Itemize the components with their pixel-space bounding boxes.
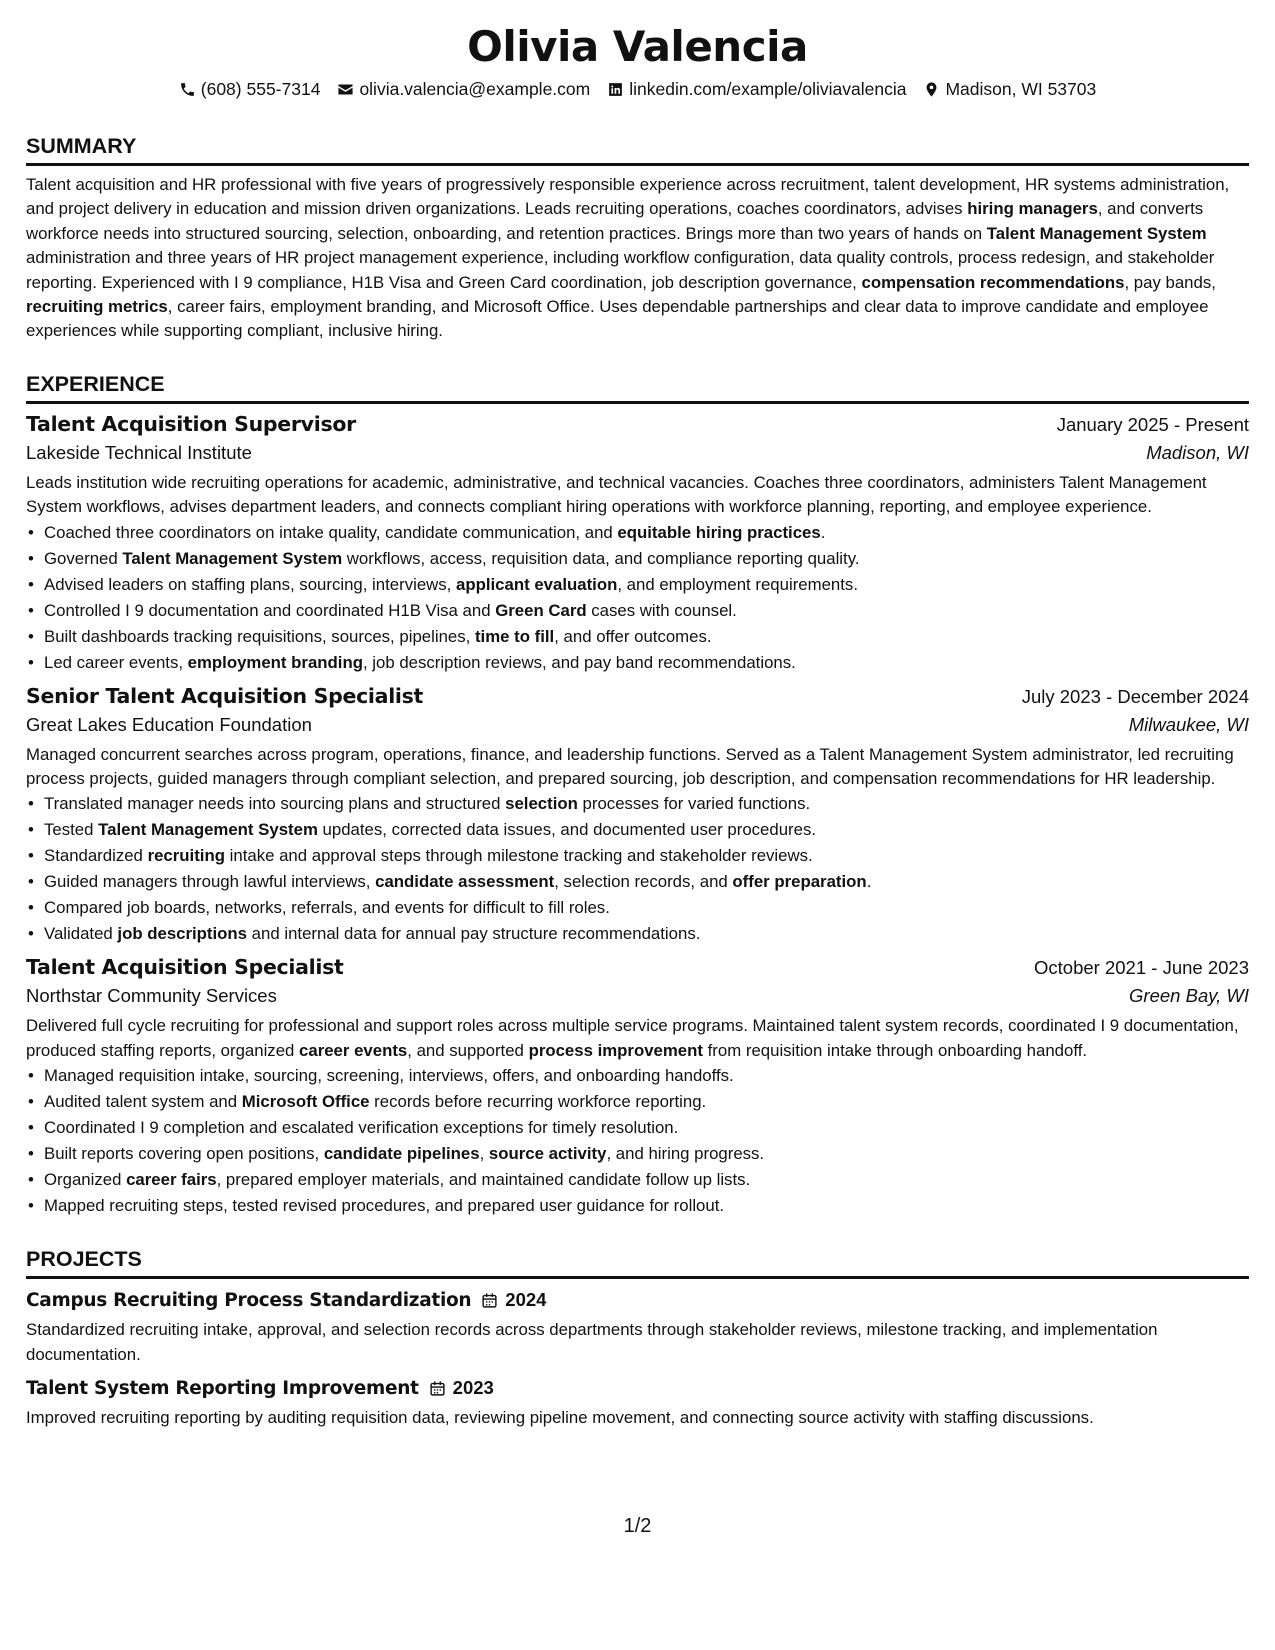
job-title: Talent Acquisition Supervisor: [26, 411, 356, 436]
text-run: cases with counsel.: [586, 600, 737, 620]
text-run: processes for varied functions.: [577, 794, 811, 814]
text-run: Built dashboards tracking requisitions, sources, pipelines,: [44, 626, 475, 646]
text-run: , prepared employer materials, and maintained candidate follow up lists.: [216, 1170, 751, 1190]
calendar-icon: [429, 1380, 446, 1397]
bold-keyword: candidate assessment: [375, 872, 555, 892]
contact-email-text: olivia.valencia@example.com: [359, 79, 591, 99]
text-run: Led career events,: [44, 652, 188, 672]
bullet-item: [44, 520, 1249, 546]
bullet-item: [44, 598, 1249, 624]
project-year: [429, 1377, 494, 1399]
bullet-item: [44, 650, 1249, 676]
bold-keyword: selection: [505, 794, 578, 814]
section-title-experience: EXPERIENCE: [26, 370, 1249, 404]
bullet-item: [44, 546, 1249, 572]
job-description: [26, 1014, 1249, 1063]
bold-keyword: employment branding: [187, 652, 363, 672]
bullet-item: [44, 869, 1249, 895]
job-company: Great Lakes Education Foundation: [26, 713, 312, 735]
bullet-item: [44, 1063, 1249, 1089]
bold-keyword: Talent Management System: [986, 223, 1207, 243]
bullet-item: [44, 895, 1249, 921]
text-run: Advised leaders on staffing plans, sourcing, interviews,: [44, 574, 456, 594]
text-run: , career fairs, employment branding, and Microsoft Office. Uses dependable partnerships and clear data to improve candidate and employee experiences while supporting compliant, inclusive hiring.: [26, 297, 1209, 341]
job-company: Northstar Community Services: [26, 985, 277, 1007]
project-description: Standardized recruiting intake, approval, and selection records across departments through stakeholder reviews, milestone tracking, and implementation documentation.: [26, 1320, 1158, 1364]
section-title-summary: SUMMARY: [26, 132, 1249, 166]
job-title: Talent Acquisition Specialist: [26, 955, 344, 980]
contact-location: [923, 76, 1096, 102]
bold-keyword: candidate pipelines: [323, 1144, 480, 1164]
contact-location-text: Madison, WI 53703: [945, 79, 1097, 99]
bold-keyword: source activity: [488, 1144, 607, 1164]
job-description: Leads institution wide recruiting operations for academic, administrative, and technical vacancies. Coaches three coordinators, administers Talent Management System workflows, advises department leaders, and connects compliant hiring operations with workforce planning, reporting, and employee experience.: [26, 472, 1207, 517]
text-run: from requisition intake through onboarding handoff.: [702, 1040, 1088, 1060]
bold-keyword: time to fill: [474, 626, 555, 646]
summary-text: [26, 173, 1249, 344]
text-run: updates, corrected data issues, and documented user procedures.: [317, 820, 817, 840]
phone-icon: [179, 81, 196, 98]
job-location: Milwaukee, WI: [1128, 713, 1249, 735]
bold-keyword: process improvement: [528, 1040, 703, 1060]
text-run: Coached three coordinators on intake quality, candidate communication, and: [44, 522, 618, 542]
bold-keyword: hiring managers: [967, 199, 1098, 219]
job-dates: October 2021 - June 2023: [1034, 957, 1249, 979]
job-bullets: [26, 791, 1249, 947]
contact-bar: [26, 76, 1249, 102]
bold-keyword: Talent Management System: [98, 820, 318, 840]
text-run: Organized: [44, 1170, 127, 1190]
bullet-item: [44, 1141, 1249, 1167]
bold-keyword: Talent Management System: [122, 548, 343, 568]
text-run: administration and three years of HR project management experience, including workflow configuration, data quality controls, process redesign, and stakeholder reporting. Experienced with I 9 compliance, H1B Visa and Green Card coordination, job description governance,: [26, 248, 1215, 292]
bullet-item: [44, 624, 1249, 650]
calendar-icon: [481, 1292, 498, 1309]
bold-keyword: Green Card: [495, 600, 587, 620]
text-run: , selection records, and: [554, 872, 733, 892]
job-bullets: [26, 520, 1249, 676]
job-bullets: [26, 1063, 1249, 1219]
text-run: .: [820, 522, 826, 542]
text-run: , and supported: [407, 1040, 529, 1060]
project-title: Talent System Reporting Improvement: [26, 1377, 419, 1399]
job-dates: January 2025 - Present: [1056, 413, 1249, 435]
job-entry: [26, 684, 1249, 948]
text-run: Validated: [44, 924, 118, 944]
job-description: Managed concurrent searches across program, operations, finance, and leadership functions. Served as a Talent Management System administrator, led recruiting process projects, guided managers through compliant selection, and prepared sourcing, job description, and compensation recommendations for HR leadership.: [26, 744, 1234, 789]
bold-keyword: career fairs: [126, 1170, 217, 1190]
text-run: ,: [479, 1144, 489, 1164]
job-location: Madison, WI: [1146, 441, 1249, 463]
contact-phone[interactable]: [179, 76, 321, 102]
bold-keyword: career events: [299, 1040, 408, 1060]
project-year-text: 2023: [452, 1377, 494, 1399]
contact-linkedin-text: linkedin.com/example/oliviavalencia: [629, 79, 907, 99]
text-run: Built reports covering open positions,: [44, 1144, 324, 1164]
bold-keyword: Microsoft Office: [241, 1092, 370, 1112]
bold-keyword: offer preparation: [732, 872, 867, 892]
contact-phone-text: (608) 555-7314: [200, 79, 321, 99]
text-run: Talent acquisition and HR professional with five years of progressively responsible experience across recruitment, talent development, HR systems administration, and project delivery in education and mission driven organizations. Leads recruiting operations, coaches coordinators, advises: [26, 175, 1230, 219]
text-run: , and converts workforce needs into structured sourcing, selection, onboarding, and retention practices. Brings more than two years of hands on: [26, 199, 1204, 243]
bullet-item: [44, 921, 1249, 947]
text-run: , and hiring progress.: [606, 1144, 765, 1164]
text-run: , and employment requirements.: [617, 574, 858, 594]
page-number: 1/2: [623, 1515, 652, 1537]
job-entry: [26, 412, 1249, 676]
section-title-projects: PROJECTS: [26, 1245, 1249, 1279]
project-entry: [26, 1377, 1249, 1430]
candidate-name: Olivia Valencia: [467, 22, 808, 71]
project-year-text: 2024: [505, 1289, 547, 1311]
text-run: Translated manager needs into sourcing plans and structured: [44, 794, 506, 814]
project-description: Improved recruiting reporting by auditing requisition data, reviewing pipeline movement, and connecting source activity with staffing discussions.: [26, 1408, 1094, 1428]
bullet-item: [44, 572, 1249, 598]
contact-email[interactable]: [337, 76, 590, 102]
text-run: .: [866, 872, 872, 892]
job-company: Lakeside Technical Institute: [26, 441, 252, 463]
map-pin-icon: [923, 81, 940, 98]
text-run: Compared job boards, networks, referrals, and events for difficult to fill roles.: [44, 898, 610, 918]
text-run: Delivered full cycle recruiting for professional and support roles across multiple service programs. Maintained talent system records, coordinated I 9 documentation, produced staffing reports, organized: [26, 1016, 1239, 1060]
bullet-item: [44, 1193, 1249, 1219]
bullet-item: [44, 1115, 1249, 1141]
text-run: Audited talent system and: [44, 1092, 242, 1112]
project-entry: [26, 1289, 1249, 1367]
job-entry: [26, 955, 1249, 1219]
text-run: Governed: [44, 548, 123, 568]
bold-keyword: applicant evaluation: [456, 574, 618, 594]
project-year: [481, 1289, 546, 1311]
text-run: Managed requisition intake, sourcing, screening, interviews, offers, and onboarding handoffs.: [44, 1066, 734, 1086]
text-run: workflows, access, requisition data, and compliance reporting quality.: [342, 548, 860, 568]
bold-keyword: recruiting: [147, 846, 225, 866]
text-run: Tested: [44, 820, 99, 840]
contact-linkedin[interactable]: [607, 76, 906, 102]
text-run: , and offer outcomes.: [554, 626, 712, 646]
text-run: and internal data for annual pay structure recommendations.: [247, 924, 701, 944]
bullet-item: [44, 843, 1249, 869]
job-location: Green Bay, WI: [1129, 985, 1249, 1007]
job-title: Senior Talent Acquisition Specialist: [26, 683, 424, 708]
bold-keyword: recruiting metrics: [26, 297, 168, 317]
project-title: Campus Recruiting Process Standardization: [26, 1289, 472, 1311]
bold-keyword: job descriptions: [117, 924, 248, 944]
envelope-icon: [337, 81, 354, 98]
text-run: , job description reviews, and pay band recommendations.: [362, 652, 796, 672]
bullet-item: [44, 1089, 1249, 1115]
bold-keyword: compensation recommendations: [861, 272, 1125, 292]
text-run: , pay bands,: [1124, 272, 1216, 292]
text-run: Controlled I 9 documentation and coordinated H1B Visa and: [44, 600, 496, 620]
bullet-item: [44, 1167, 1249, 1193]
job-dates: July 2023 - December 2024: [1021, 685, 1249, 707]
bullet-item: [44, 791, 1249, 817]
bullet-item: [44, 817, 1249, 843]
text-run: records before recurring workforce reporting.: [369, 1092, 707, 1112]
bold-keyword: equitable hiring practices: [617, 522, 821, 542]
linkedin-icon: [607, 81, 624, 98]
text-run: Guided managers through lawful interviews,: [44, 872, 376, 892]
text-run: Coordinated I 9 completion and escalated verification exceptions for timely resolution.: [44, 1118, 679, 1138]
text-run: intake and approval steps through milestone tracking and stakeholder reviews.: [224, 846, 813, 866]
text-run: Mapped recruiting steps, tested revised procedures, and prepared user guidance for rollout.: [44, 1196, 725, 1216]
text-run: Standardized: [44, 846, 148, 866]
